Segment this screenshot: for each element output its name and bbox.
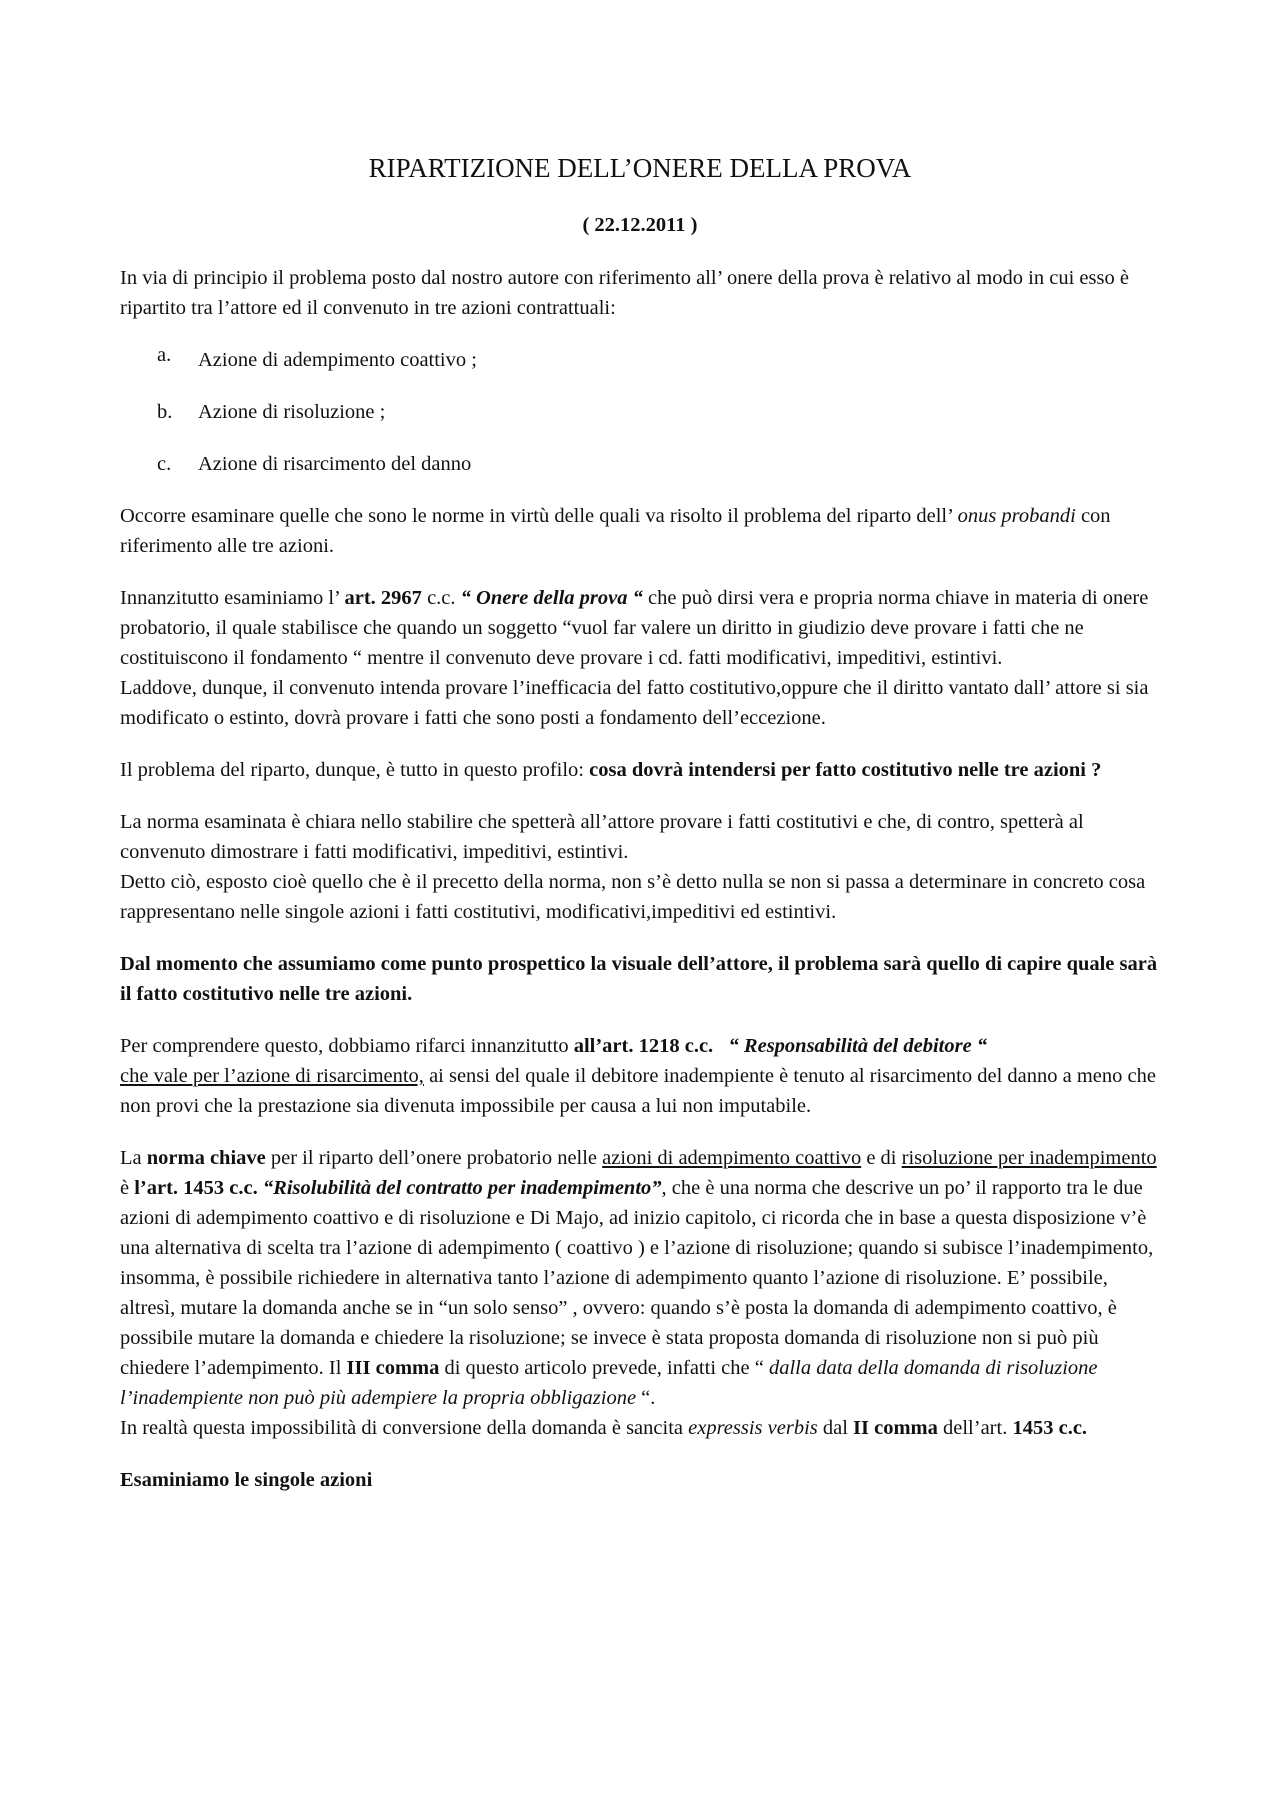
section-heading: Esaminiamo le singole azioni <box>120 1469 373 1491</box>
text-run: In realtà questa impossibilità di conversione della domanda è sancita <box>120 1417 689 1439</box>
text-run: è <box>120 1177 135 1199</box>
text-run: per il riparto dell’onere probatorio nelle <box>265 1147 603 1169</box>
text-run <box>713 1035 728 1057</box>
text-run: Per comprendere questo, dobbiamo rifarci innanzitutto <box>120 1035 574 1057</box>
text-run: , che è una norma che descrive un po’ il rapporto tra le due azioni di adempimento coattivo e di risoluzione e Di Majo, ad inizio capitolo, ci ricorda che in base a questa disposizione v’è una alternativa di scelta tra l’azione di adempimento ( coattivo ) e l’azione di risoluzione; quando si subisce l’inadempimento, insomma, è possibile richiedere in alternativa tanto l’azione di adempimento quanto l’azione di risoluzione. E’ possibile, altresì, mutare la domanda anche se in “un solo senso” , ovvero: quando s’è posta la domanda di adempimento coattivo, è possibile mutare la domanda e chiedere la risoluzione; se invece è stata proposta domanda di risoluzione non si può più chiedere l’adempimento. Il <box>120 1177 1154 1379</box>
text-run: Il problema del riparto, dunque, è tutto in questo profilo: <box>120 759 590 781</box>
text-run: Innanzitutto esaminiamo l’ <box>120 587 345 609</box>
paragraph-problem <box>120 755 1160 785</box>
underlined-text: azioni di adempimento coattivo <box>602 1147 862 1169</box>
document-title: RIPARTIZIONE DELL’ONERE DELLA PROVA <box>368 153 912 183</box>
text-run: di questo articolo prevede, infatti che “ <box>439 1357 769 1379</box>
actions-list <box>120 345 1160 479</box>
paragraph-art-1453 <box>120 1143 1160 1443</box>
paragraph-bold-statement: Dal momento che assumiamo come punto prospettico la visuale dell’attore, il problema sarà quello di capire quale sarà il fatto costitutivo nelle tre azioni. <box>120 953 1158 1005</box>
text-run: La norma esaminata è chiara nello stabilire che spetterà all’attore provare i fatti costitutivi e che, di contro, spetterà al convenuto dimostrare i fatti modificativi, impeditivi, estintivi. <box>120 811 1084 863</box>
italic-quote: dalla data della domanda di risoluzione l’inadempiente non può più adempiere la propria obbligazione <box>120 1357 1098 1409</box>
document-body <box>120 263 1160 1517</box>
document-date: ( 22.12.2011 ) <box>582 214 698 236</box>
bold-term: norma chiave <box>146 1147 266 1169</box>
text-run: c.c. <box>421 587 461 609</box>
text-run: e di <box>861 1147 902 1169</box>
list-item <box>120 345 1160 375</box>
article-reference: all’art. 1218 c.c. <box>573 1035 714 1057</box>
list-item-text: Azione di risarcimento del danno <box>198 453 472 475</box>
text-run: “. <box>636 1387 656 1409</box>
list-marker: a. <box>157 344 172 366</box>
text-run: dell’art. <box>937 1417 1013 1439</box>
list-marker: b. <box>157 401 173 423</box>
paragraph-intro: In via di principio il problema posto dal nostro autore con riferimento all’ onere della prova è relativo al modo in cui esso è ripartito tra l’attore ed il convenuto in tre azioni contrattuali: <box>120 267 1129 319</box>
article-heading: “ Onere della prova “ <box>460 587 643 609</box>
text-run: Occorre esaminare quelle che sono le norme in virtù delle quali va risolto il problema del riparto dell’ <box>120 505 958 527</box>
italic-term: onus probandi <box>957 505 1076 527</box>
text-run: Detto ciò, esposto cioè quello che è il precetto della norma, non s’è detto nulla se non si passa a determinare in concreto cosa rappresentano nelle singole azioni i fatti costitutivi, modificativi,impeditivi ed estintivi. <box>120 871 1146 923</box>
paragraph-norm-analysis <box>120 807 1160 927</box>
text-run: Laddove, dunque, il convenuto intenda provare l’inefficacia del fatto costitutivo,oppure che il diritto vantato dall’ attore si sia modificato o estinto, dovrà provare i fatti che sono posti a fondamento dell’eccezione. <box>120 677 1149 729</box>
paragraph-art-2967 <box>120 583 1160 733</box>
bold-term: II comma <box>853 1417 938 1439</box>
article-heading: “ Responsabilità del debitore “ <box>728 1035 988 1057</box>
article-reference: l’art. 1453 c.c. <box>134 1177 258 1199</box>
text-run: La <box>120 1147 147 1169</box>
list-item <box>120 449 1160 479</box>
text-run: con riferimento alle tre azioni. <box>120 505 1111 557</box>
paragraph-art-1218 <box>120 1031 1160 1121</box>
list-item-text: Azione di risoluzione ; <box>198 401 386 423</box>
list-marker: c. <box>157 453 172 475</box>
text-run: ai sensi del quale il debitore inadempiente è tenuto al risarcimento del danno a meno che non provi che la prestazione sia divenuta impossibile per causa a lui non imputabile. <box>120 1065 1156 1117</box>
underlined-text: risoluzione per inadempimento <box>901 1147 1157 1169</box>
paragraph-norms <box>120 501 1160 561</box>
article-reference: 1453 c.c. <box>1012 1417 1088 1439</box>
text-run: che può dirsi vera e propria norma chiave in materia di onere probatorio, il quale stabilisce che quando un soggetto “vuol far valere un diritto in giudizio deve provare i fatti che ne costituiscono il fondamento “ mentre il convenuto deve provare i cd. fatti modificativi, impeditivi, estintivi. <box>120 587 1149 669</box>
bold-question: cosa dovrà intendersi per fatto costitutivo nelle tre azioni ? <box>589 759 1102 781</box>
list-item <box>120 397 1160 427</box>
list-item-text: Azione di adempimento coattivo ; <box>198 349 477 371</box>
text-run: dal <box>817 1417 854 1439</box>
article-heading: “Risolubilità del contratto per inadempimento” <box>262 1177 662 1199</box>
article-reference: art. 2967 <box>344 587 422 609</box>
bold-term: III comma <box>346 1357 440 1379</box>
underlined-text: che vale per l’azione di risarcimento, <box>120 1065 424 1087</box>
italic-term: expressis verbis <box>688 1417 818 1439</box>
